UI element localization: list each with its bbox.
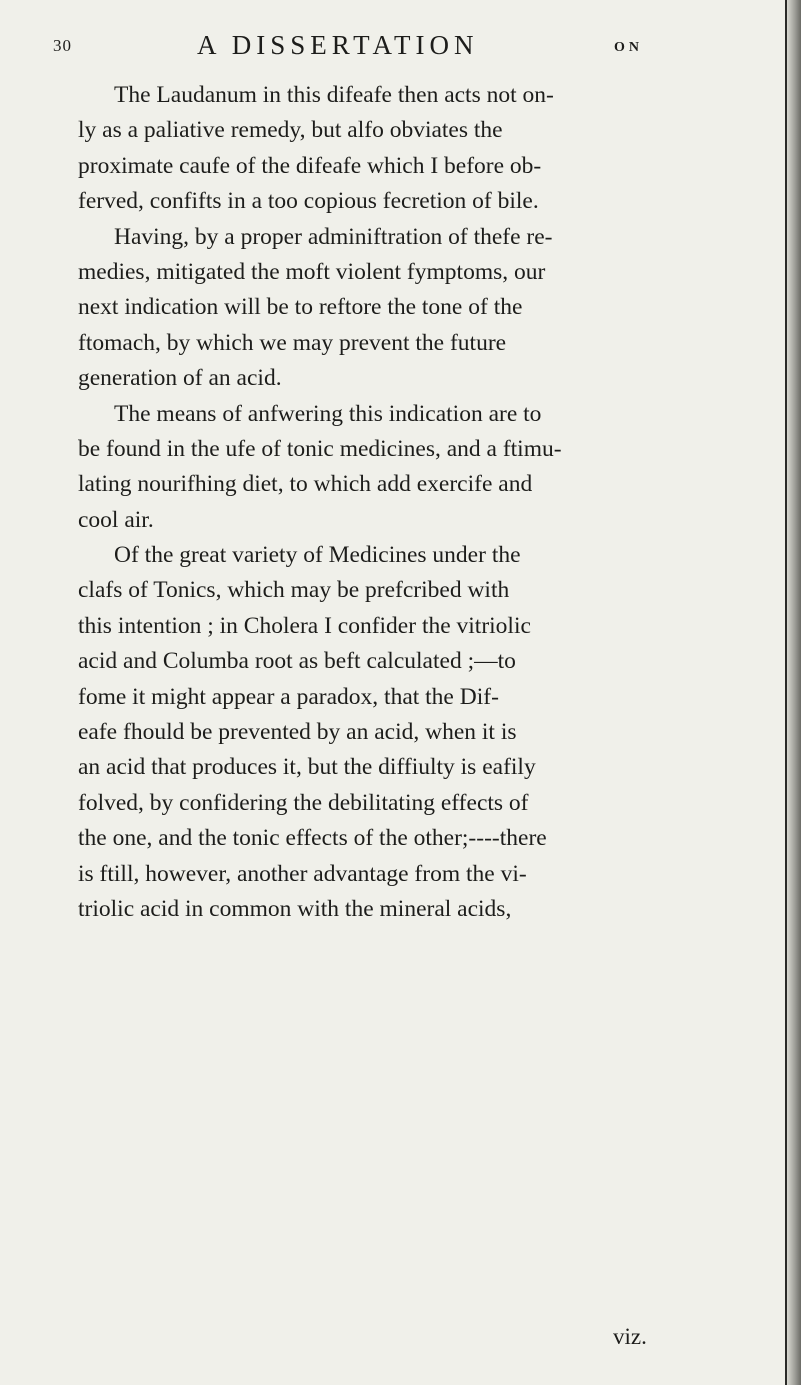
text-line: this intention ; in Cholera I confider the vitriolic	[78, 612, 531, 639]
text-line: clafs of Tonics, which may be prefcribed with	[78, 577, 510, 604]
text-line: be found in the ufe of tonic medicines, and a ftimu-	[78, 435, 562, 462]
text-line: The Laudanum in this difeafe then acts not on-	[114, 82, 554, 108]
text-line: Of the great variety of Medicines under the	[114, 542, 521, 569]
text-line: next indication will be to reftore the tone of the	[78, 294, 523, 321]
page-number: 30	[53, 36, 72, 55]
text-line: ly as a paliative remedy, but alfo obviates the	[78, 117, 503, 144]
text-line: The means of anfwering this indication are to	[114, 400, 542, 427]
text-line: fome it might appear a paradox, that the Dif-	[78, 683, 499, 710]
text-line: folved, by confidering the debilitating effects of	[78, 789, 529, 816]
text-line: ferved, confifts in a too copious fecretion of bile.	[78, 188, 539, 215]
text-line: Having, by a proper adminiftration of thefe re-	[114, 223, 553, 250]
text-line: an acid that produces it, but the diffiulty is eafily	[78, 754, 536, 781]
text-line: eafe fhould be prevented by an acid, when it is	[78, 719, 517, 746]
body-text	[78, 78, 738, 927]
text-line: medies, mitigated the moft violent fymptoms, our	[78, 258, 546, 285]
text-line: cool air.	[78, 506, 154, 533]
text-line: ftomach, by which we may prevent the future	[78, 329, 507, 356]
text-line: triolic acid in common with the mineral acids,	[78, 895, 512, 922]
binding-gutter	[787, 0, 801, 1385]
text-line: proximate caufe of the difeafe which I before ob-	[78, 152, 542, 179]
text-line: the one, and the tonic effects of the other;----there	[78, 825, 547, 852]
text-line: lating nourifhing diet, to which add exercife and	[78, 471, 533, 498]
text-line: acid and Columba root as beft calculated ;—to	[78, 648, 516, 675]
catchword: viz.	[613, 1324, 647, 1349]
running-title: A DISSERTATION	[197, 30, 479, 60]
text-line: is ftill, however, another advantage from the vi-	[78, 860, 527, 887]
running-title-word: ON	[614, 40, 643, 55]
running-head	[53, 30, 713, 64]
text-line: generation of an acid.	[78, 365, 282, 392]
